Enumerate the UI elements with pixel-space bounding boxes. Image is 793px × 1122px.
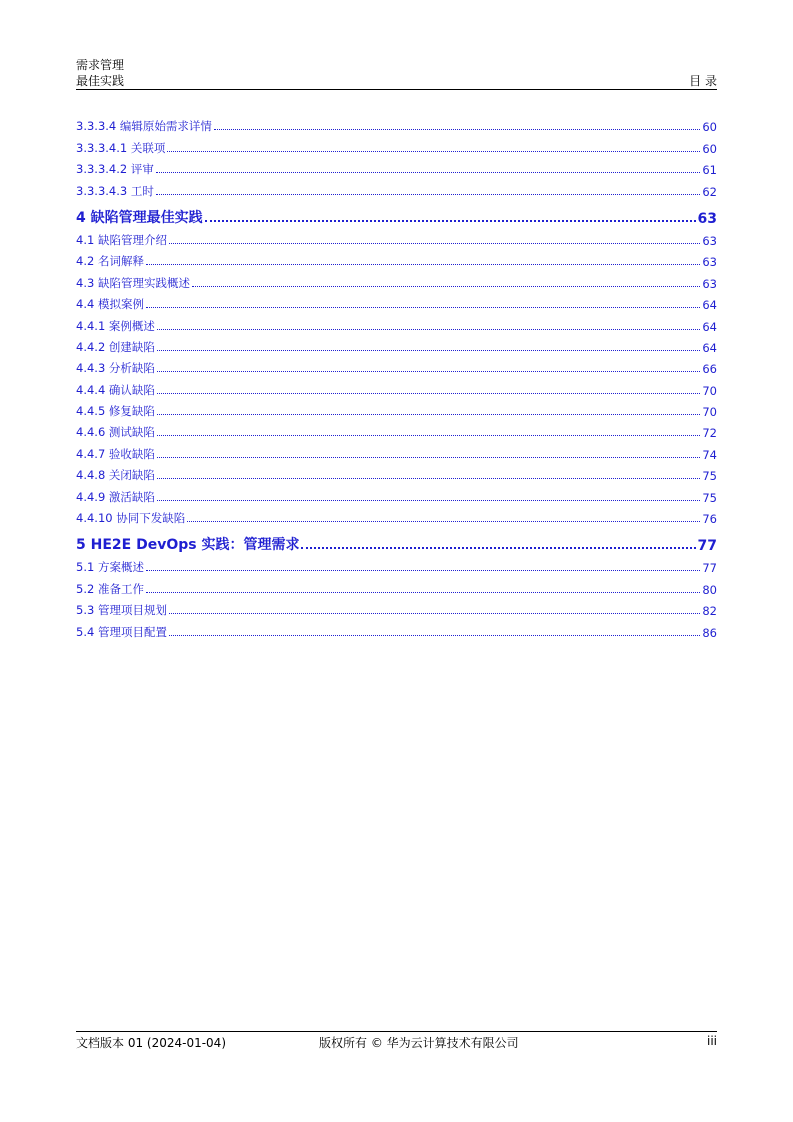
toc-entry[interactable] <box>76 376 717 397</box>
page-footer <box>76 1031 717 1050</box>
toc-dot-leader <box>157 371 700 372</box>
toc-entry-page-number[interactable]: 70 <box>702 405 717 420</box>
toc-entry-title[interactable]: 4.4.1 案例概述 <box>76 318 155 333</box>
toc-entry-title[interactable]: 4.4.10 协同下发缺陷 <box>76 511 186 526</box>
toc-dot-leader <box>301 547 695 549</box>
toc-entry-page-number[interactable]: 64 <box>702 340 717 355</box>
toc-entry-title[interactable]: 4 缺陷管理最佳实践 <box>76 209 203 226</box>
toc-entry-page-number[interactable]: 60 <box>702 120 717 135</box>
toc-entry-title[interactable]: 5.2 准备工作 <box>76 581 144 596</box>
toc-entry-page-number[interactable]: 80 <box>702 582 717 597</box>
toc-entry-title[interactable]: 3.3.3.4 编辑原始需求详情 <box>76 119 212 134</box>
toc-entry-title[interactable]: 4.4.7 验收缺陷 <box>76 446 155 461</box>
toc-dot-leader <box>214 129 700 130</box>
toc-entry-title[interactable]: 5.4 管理项目配置 <box>76 624 167 639</box>
toc-entry[interactable] <box>76 113 717 134</box>
toc-entry-title[interactable]: 4.2 名词解释 <box>76 254 144 269</box>
toc-entry[interactable] <box>76 419 717 440</box>
toc-dot-leader <box>146 307 700 308</box>
toc-dot-leader <box>157 478 700 479</box>
toc-entry-page-number[interactable]: 63 <box>702 276 717 291</box>
toc-entry-title[interactable]: 4.4.5 修复缺陷 <box>76 404 155 419</box>
toc-dot-leader <box>146 264 700 265</box>
toc-entry[interactable] <box>76 156 717 177</box>
toc-dot-leader <box>146 570 700 571</box>
toc-entry-page-number[interactable]: 70 <box>702 383 717 398</box>
toc-dot-leader <box>157 435 700 436</box>
toc-entry-page-number[interactable]: 77 <box>697 538 717 555</box>
toc-entry-title[interactable]: 4.3 缺陷管理实践概述 <box>76 275 190 290</box>
toc-dot-leader <box>157 414 700 415</box>
toc-dot-leader <box>167 151 700 152</box>
toc-entry[interactable] <box>76 291 717 312</box>
toc-dot-leader <box>187 521 700 522</box>
toc-entry-page-number[interactable]: 74 <box>702 447 717 462</box>
toc-entry-title[interactable]: 4.4 模拟案例 <box>76 297 144 312</box>
footer-doc-version: 文档版本 01 (2024-01-04) <box>76 1036 227 1050</box>
page-header <box>76 57 717 90</box>
toc-entry[interactable] <box>76 269 717 290</box>
toc-entry[interactable] <box>76 483 717 504</box>
toc-dot-leader <box>157 457 700 458</box>
toc-entry-title[interactable]: 3.3.3.4.2 评审 <box>76 162 154 177</box>
toc-entry-page-number[interactable]: 64 <box>702 319 717 334</box>
toc-entry-page-number[interactable]: 63 <box>702 233 717 248</box>
toc-entry-title[interactable]: 4.1 缺陷管理介绍 <box>76 232 167 247</box>
toc-entry-page-number[interactable]: 82 <box>702 604 717 619</box>
toc-chapter-entry[interactable] <box>76 526 717 554</box>
toc-dot-leader <box>169 243 700 244</box>
toc-entry-page-number[interactable]: 63 <box>702 255 717 270</box>
header-title-line1: 需求管理 <box>76 58 125 72</box>
toc-entry-title[interactable]: 5.1 方案概述 <box>76 560 144 575</box>
toc-dot-leader <box>157 393 700 394</box>
toc-entry-page-number[interactable]: 64 <box>702 298 717 313</box>
toc-entry[interactable] <box>76 355 717 376</box>
toc-entry-title[interactable]: 5 HE2E DevOps 实践：管理需求 <box>76 537 300 554</box>
toc-entry-title[interactable]: 4.4.2 创建缺陷 <box>76 339 155 354</box>
toc-entry-title[interactable]: 4.4.6 测试缺陷 <box>76 425 155 440</box>
header-section-label: 目 录 <box>689 74 717 88</box>
toc-entry-page-number[interactable]: 75 <box>702 490 717 505</box>
footer-copyright: 版权所有 © 华为云计算技术有限公司 <box>319 1036 519 1050</box>
toc-dot-leader <box>169 635 700 636</box>
toc-entry[interactable] <box>76 134 717 155</box>
toc-entry[interactable] <box>76 398 717 419</box>
toc-entry-page-number[interactable]: 72 <box>702 426 717 441</box>
table-of-contents <box>76 113 717 640</box>
toc-entry[interactable] <box>76 618 717 639</box>
toc-entry-title[interactable]: 3.3.3.4.1 关联项 <box>76 140 166 155</box>
toc-entry[interactable] <box>76 462 717 483</box>
toc-entry-title[interactable]: 4.4.4 确认缺陷 <box>76 382 155 397</box>
toc-entry[interactable] <box>76 248 717 269</box>
toc-dot-leader <box>192 286 700 287</box>
toc-entry-title[interactable]: 5.3 管理项目规划 <box>76 603 167 618</box>
toc-dot-leader <box>157 350 700 351</box>
toc-dot-leader <box>156 172 700 173</box>
toc-dot-leader <box>156 194 700 195</box>
toc-entry-page-number[interactable]: 75 <box>702 469 717 484</box>
toc-entry-page-number[interactable]: 63 <box>697 210 717 227</box>
toc-dot-leader <box>157 329 700 330</box>
toc-entry-title[interactable]: 4.4.3 分析缺陷 <box>76 361 155 376</box>
header-title <box>76 57 124 89</box>
toc-dot-leader <box>205 220 696 222</box>
toc-dot-leader <box>146 592 700 593</box>
toc-entry[interactable] <box>76 440 717 461</box>
toc-entry[interactable] <box>76 334 717 355</box>
toc-entry-title[interactable]: 3.3.3.4.3 工时 <box>76 183 154 198</box>
toc-entry[interactable] <box>76 312 717 333</box>
toc-entry[interactable] <box>76 575 717 596</box>
toc-entry[interactable] <box>76 177 717 198</box>
toc-entry-page-number[interactable]: 77 <box>702 561 717 576</box>
toc-entry-page-number[interactable]: 61 <box>702 163 717 178</box>
toc-entry[interactable] <box>76 554 717 575</box>
toc-entry-page-number[interactable]: 76 <box>702 512 717 527</box>
footer-page-number: iii <box>706 1034 717 1048</box>
toc-entry-page-number[interactable]: 60 <box>702 141 717 156</box>
toc-entry-title[interactable]: 4.4.8 关闭缺陷 <box>76 468 155 483</box>
toc-entry-title[interactable]: 4.4.9 激活缺陷 <box>76 489 155 504</box>
toc-entry[interactable] <box>76 597 717 618</box>
toc-entry-page-number[interactable]: 86 <box>702 625 717 640</box>
toc-dot-leader <box>157 500 700 501</box>
toc-chapter-entry[interactable] <box>76 199 717 227</box>
toc-dot-leader <box>169 613 700 614</box>
toc-entry-page-number[interactable]: 62 <box>702 184 717 199</box>
toc-entry[interactable] <box>76 505 717 526</box>
toc-entry[interactable] <box>76 227 717 248</box>
toc-entry-page-number[interactable]: 66 <box>702 362 717 377</box>
header-title-line2: 最佳实践 <box>76 74 125 88</box>
